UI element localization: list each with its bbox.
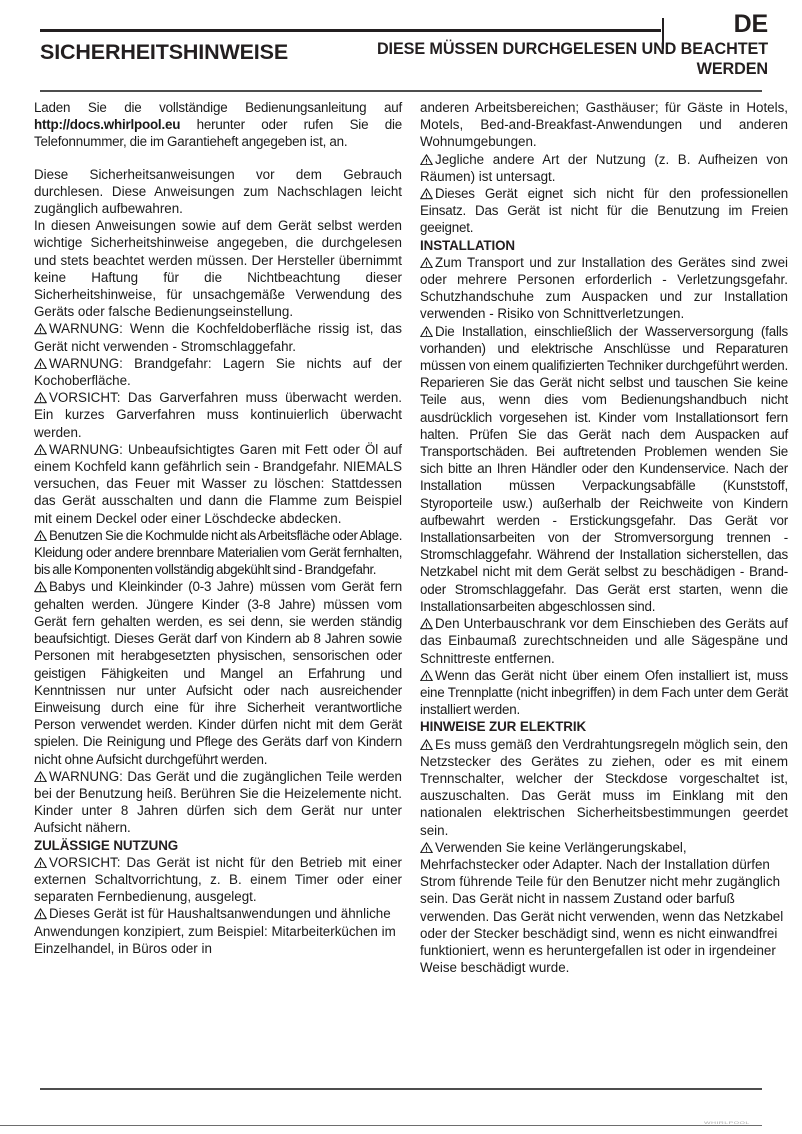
paragraph-text: Wenn das Gerät nicht über einem Ofen installiert ist, muss eine Trennplatte (nicht inbegriffen) in dem Fach unter dem Gerät installiert werden. bbox=[420, 667, 788, 718]
manual-url: http://docs.whirlpool.eu bbox=[34, 117, 181, 133]
warning-triangle-icon bbox=[420, 326, 433, 338]
left-column bbox=[34, 99, 402, 976]
page-title: SICHERHEITSHINWEISE bbox=[40, 40, 289, 64]
header-top-rule bbox=[40, 29, 661, 32]
warning-paragraph bbox=[34, 320, 402, 354]
warning-paragraph bbox=[420, 151, 788, 185]
paragraph-text: Den Unterbauschrank vor dem Einschieben des Geräts auf das Einbaumaß zurechtschneiden und alle Sägespäne und Schnittreste entfernen. bbox=[420, 616, 788, 666]
paragraph-text: WARNUNG: Wenn die Kochfeldoberfläche rissig ist, das Gerät nicht verwenden - Stromschlaggefahr. bbox=[34, 321, 402, 354]
paragraph-text: WARNUNG: Unbeaufsichtigtes Garen mit Fett oder Öl auf einem Kochfeld kann gefährlich sein - Brandgefahr. NIEMALS versuchen, das Feuer mit Wasser zu löschen: Stattdessen das Gerät ausschalten und dann die Flamme zum Beispiel mit einem Deckel oder einer Löschdecke abdecken. bbox=[34, 441, 402, 526]
warning-paragraph bbox=[34, 441, 402, 527]
warning-triangle-icon bbox=[34, 908, 47, 920]
warning-paragraph bbox=[34, 527, 402, 579]
warning-triangle-icon bbox=[420, 188, 433, 200]
warning-paragraph bbox=[420, 667, 788, 719]
warning-paragraph bbox=[420, 615, 788, 667]
paragraph-text: Diese Sicherheitsanweisungen vor dem Gebrauch durchlesen. Diese Anweisungen zum Nachschlagen leicht zugänglich aufbewahren. bbox=[34, 166, 402, 217]
warning-paragraph bbox=[420, 736, 788, 839]
paragraph-text: VORSICHT: Das Gerät ist nicht für den Betrieb mit einer externen Schaltvorrichtung, z. B. einem Timer oder einer separaten Fernbedienung, ausgelegt. bbox=[34, 854, 402, 905]
warning-triangle-icon bbox=[34, 323, 47, 335]
body-paragraph bbox=[420, 99, 788, 151]
warning-triangle-icon bbox=[34, 530, 47, 542]
paragraph-text: Es muss gemäß den Verdrahtungsregeln möglich sein, den Netzstecker des Gerätes zu ziehen, oder es mit einem Trennschalter, welcher der Steckdose vorgeschaltet ist, auszuschalten. Das Gerät muss im Einklang mit den nationalen elektrischen Sicherheitsbestimmungen geerdet sein. bbox=[420, 736, 788, 838]
warning-triangle-icon bbox=[420, 154, 433, 166]
paragraph-text: WARNUNG: Brandgefahr: Lagern Sie nichts auf der Kochoberfläche. bbox=[34, 355, 402, 389]
warning-paragraph bbox=[34, 578, 402, 767]
right-column bbox=[420, 99, 788, 976]
warning-triangle-icon bbox=[420, 739, 433, 751]
warning-paragraph bbox=[34, 355, 402, 389]
paragraph-text: anderen Arbeitsbereichen; Gasthäuser; für Gäste in Hotels, Motels, Bed-and-Breakfast-Anwendungen und anderen Wohnumgebungen. bbox=[420, 100, 788, 150]
warning-paragraph bbox=[420, 254, 788, 323]
section-heading: HINWEISE ZUR ELEKTRIK bbox=[420, 719, 587, 735]
body-paragraph bbox=[34, 217, 402, 320]
paragraph-text: VORSICHT: Das Garverfahren muss überwacht werden. Ein kurzes Garverfahren muss kontinuierlich überwacht werden. bbox=[34, 390, 402, 440]
paragraph-text: herunter oder rufen Sie die Telefonnummer, die im Garantieheft angegeben ist, an. bbox=[34, 117, 402, 150]
warning-paragraph bbox=[420, 185, 788, 237]
warning-triangle-icon bbox=[420, 842, 433, 854]
body-paragraph bbox=[34, 166, 402, 218]
paragraph-text: Laden Sie die vollständige Bedienungsanleitung auf bbox=[34, 100, 402, 115]
warning-triangle-icon bbox=[34, 444, 47, 456]
warning-paragraph bbox=[420, 323, 788, 615]
language-code: DE bbox=[733, 10, 768, 38]
warning-triangle-icon bbox=[420, 618, 433, 630]
paragraph-text: Verwenden Sie keine Verlängerungskabel, Mehrfachstecker oder Adapter. Nach der Installation dürfen Strom führende Teile für den Benutzer nicht mehr zugänglich sein. Das Gerät nicht in nassem Zustand oder barfuß verwenden. Das Gerät nicht verwenden, wenn das Netzkabel oder der Stecker beschädigt sind, wenn es nicht einwandfrei funktioniert, wenn es heruntergefallen ist oder in irgendeiner Weise beschädigt wurde. bbox=[420, 839, 784, 976]
warning-triangle-icon bbox=[34, 581, 47, 593]
content-top-rule bbox=[40, 90, 762, 92]
header-title-row bbox=[40, 40, 768, 80]
warning-triangle-icon bbox=[34, 857, 47, 869]
warning-paragraph bbox=[34, 905, 402, 957]
warning-triangle-icon bbox=[420, 670, 433, 682]
paragraph-text: Dieses Gerät ist für Haushaltsanwendungen und ähnliche Anwendungen konzipiert, zum Beispiel: Mitarbeiterküchen im Einzelhandel, in Büros oder in bbox=[34, 906, 396, 956]
section-heading: ZULÄSSIGE NUTZUNG bbox=[34, 837, 179, 853]
paragraph-text: In diesen Anweisungen sowie auf dem Gerät selbst werden wichtige Sicherheitshinweise angegeben, die durchgelesen und stets beachtet werden müssen. Der Hersteller übernimmt keine Haftung für die Nichtbeachtung dieser Sicherheitshinweise, für unsachgemäße Verwendung des Geräts oder falsche Bedienungseinstellung. bbox=[34, 218, 402, 320]
document-header bbox=[34, 0, 768, 78]
warning-paragraph bbox=[34, 768, 402, 837]
footer-brand-mark bbox=[704, 1121, 800, 1129]
warning-paragraph bbox=[34, 389, 402, 441]
warning-paragraph bbox=[420, 839, 788, 977]
body-columns bbox=[34, 99, 788, 976]
paragraph-text: Dieses Gerät eignet sich nicht für den professionellen Einsatz. Das Gerät ist nicht für die Benutzung im Freien geeignet. bbox=[420, 186, 788, 236]
section-heading: INSTALLATION bbox=[420, 237, 515, 253]
paragraph-text: Jegliche andere Art der Nutzung (z. B. Aufheizen von Räumen) ist untersagt. bbox=[420, 151, 788, 184]
paragraph-text: Die Installation, einschließlich der Wasserversorgung (falls vorhanden) und elektrische Anschlüsse und Reparaturen müssen von einem qualifizierten Techniker durchgeführt werden. Reparieren Sie das Gerät nicht selbst und tauschen Sie keine Teile aus, wenn dies vom Bedienungshandbuch nicht ausdrücklich vorgesehen ist. Kinder vom Installationsort fern halten. Prüfen Sie das Gerät nach dem Auspacken auf Transportschäden. Bei auftretenden Problemen wenden Sie sich bitte an Ihren Händler oder den Kundenservice. Nach der Installation müssen Verpackungsabfälle (Kunststoff, Styroporteile usw.) außerhalb der Reichweite von Kindern aufbewahrt werden - Erstickungsgefahr. Das Gerät vor Installationsarbeiten von der Stromversorgung trennen - Stromschlaggefahr. Während der Installation sicherstellen, das Netzkabel nicht mit dem Gerät selbst zu beschädigen - Brand- oder Stromschlaggefahr. Das Gerät erst starten, wenn die Installationsarbeiten abgeschlossen sind. bbox=[420, 323, 788, 614]
paragraph-text: Zum Transport und zur Installation des Gerätes sind zwei oder mehrere Personen erforderlich - Verletzungsgefahr. Schutzhandschuhe zum Auspacken und zur Installation verwenden - Risiko von Schnittverletzungen. bbox=[420, 254, 788, 322]
page-subtitle: DIESE MÜSSEN DURCHGELESEN UND BEACHTET WERDEN bbox=[376, 40, 768, 78]
warning-paragraph bbox=[34, 854, 402, 906]
body-paragraph bbox=[34, 99, 402, 151]
warning-triangle-icon bbox=[420, 257, 433, 269]
footer-brand-text: WHIRLPOOL bbox=[704, 1121, 750, 1125]
footer-rule-lower bbox=[0, 1125, 762, 1126]
paragraph-text: Babys und Kleinkinder (0-3 Jahre) müssen vom Gerät fern gehalten werden. Jüngere Kinder (3-8 Jahre) müssen vom Gerät fern gehalten werden, es sei denn, sie werden ständig beaufsichtigt. Dieses Gerät darf von Kindern ab 8 Jahren sowie Personen mit herabgesetzten physischen, sensorischen oder geistigen Fähigkeiten und Mangel an Erfahrung und Kenntnissen nur unter Aufsicht oder nach ausreichender Einweisung durch eine für ihre Sicherheit verantwortliche Person verwendet werden. Kinder dürfen nicht mit dem Gerät spielen. Die Reinigung und Pflege des Geräts darf von Kindern nicht ohne Aufsicht durchgeführt werden. bbox=[34, 579, 402, 767]
warning-triangle-icon bbox=[34, 392, 47, 404]
warning-triangle-icon bbox=[34, 358, 47, 370]
footer-rule-upper bbox=[40, 1088, 762, 1090]
warning-triangle-icon bbox=[34, 771, 47, 783]
paragraph-text: Benutzen Sie die Kochmulde nicht als Arbeitsfläche oder Ablage. Kleidung oder andere brennbare Materialien vom Gerät fernhalten, bis alle Komponenten vollständig abgekühlt sind - Brandgefahr. bbox=[34, 527, 402, 578]
paragraph-text: WARNUNG: Das Gerät und die zugänglichen Teile werden bei der Benutzung heiß. Berühren Sie die Heizelemente nicht. Kinder unter 8 Jahren dürfen sich dem Gerät nur unter Aufsicht nähern. bbox=[34, 768, 402, 836]
